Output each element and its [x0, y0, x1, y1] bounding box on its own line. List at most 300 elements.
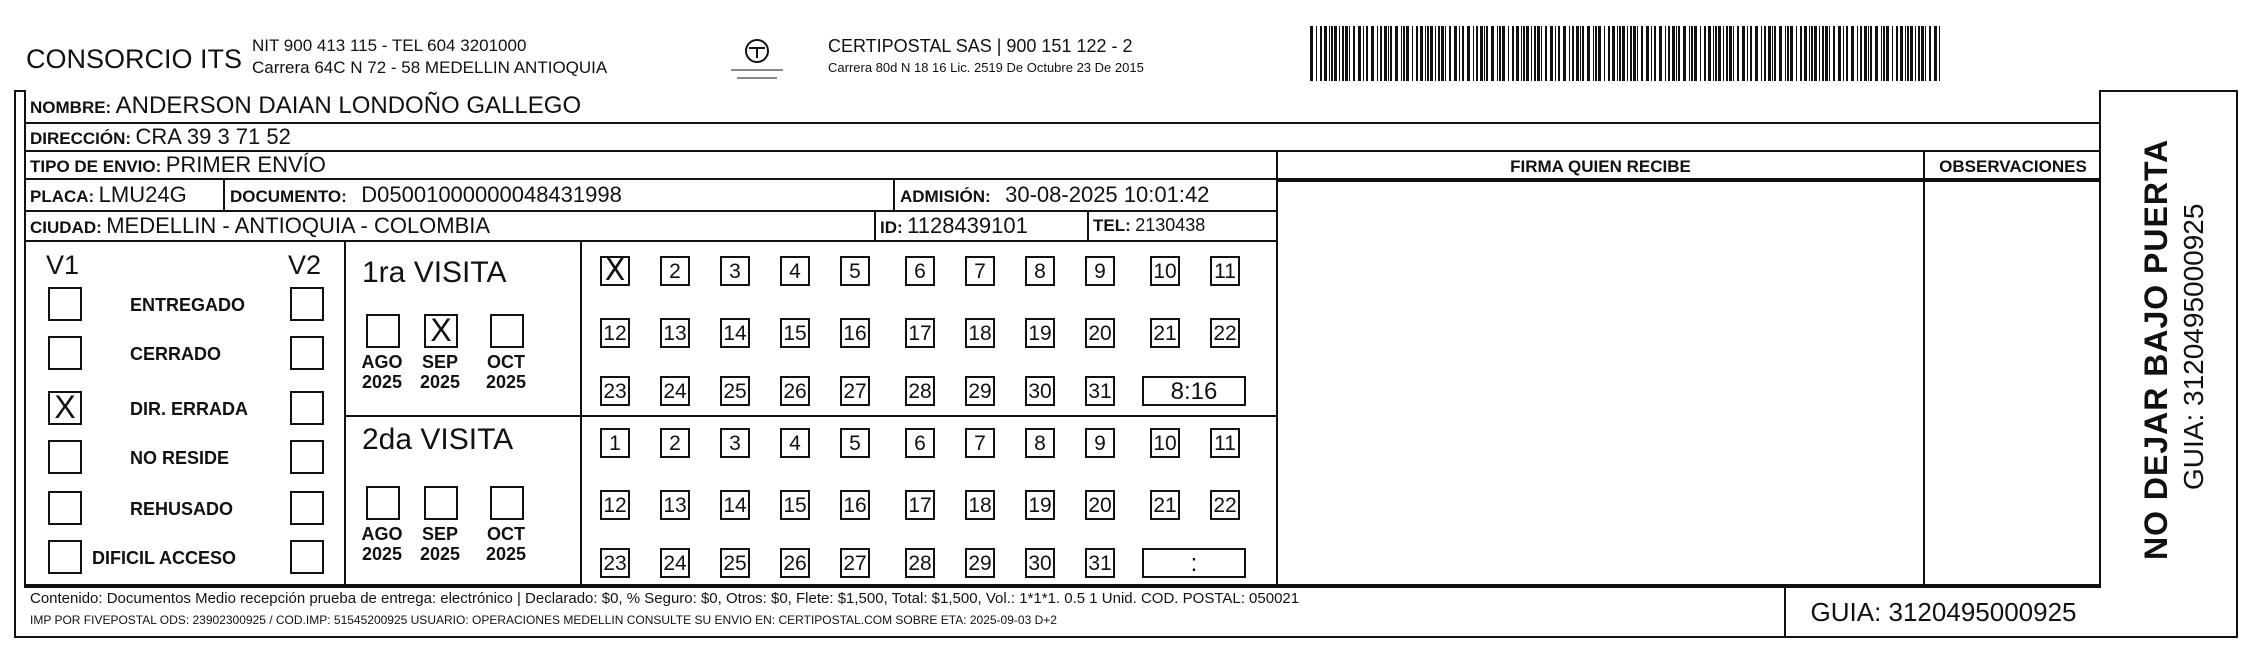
barcode-bar: [1366, 26, 1368, 81]
barcode-bar: [1342, 26, 1344, 81]
barcode-bar: [1349, 26, 1350, 81]
visit1-day-box[interactable]: 9: [1085, 256, 1115, 286]
barcode-bar: [1331, 26, 1333, 81]
barcode-bar: [1800, 26, 1802, 81]
visit2-day-box[interactable]: 27: [840, 548, 870, 578]
barcode-bar: [1846, 26, 1848, 81]
barcode-bar: [1630, 26, 1632, 81]
visit2-day-box[interactable]: 26: [780, 548, 810, 578]
barcode-bar: [1790, 26, 1793, 81]
visit1-day-box[interactable]: 31: [1085, 376, 1115, 406]
barcode-bar: [1929, 26, 1931, 81]
admision-label: ADMISIÓN:: [900, 187, 991, 206]
visit1-day-box[interactable]: 16: [840, 318, 870, 348]
side-guia: GUIA: 3120495000925: [2178, 203, 2209, 490]
visit1-day-box[interactable]: 25: [720, 376, 750, 406]
visit2-month-label: OCT: [487, 524, 525, 544]
carrier-name: CERTIPOSTAL SAS | 900 151 122 - 2: [828, 36, 1133, 56]
barcode-bar: [1683, 26, 1686, 81]
id-row: [880, 213, 1028, 239]
visit2-day-box[interactable]: 2: [660, 428, 690, 458]
barcode-bar: [1750, 26, 1752, 81]
barcode-bar: [1729, 26, 1732, 81]
barcode-bar: [1576, 26, 1579, 81]
direccion-value: CRA 39 3 71 52: [135, 124, 291, 149]
barcode-bar: [1870, 26, 1872, 81]
barcode-bar: [1637, 26, 1638, 81]
v1-checkbox[interactable]: [48, 540, 82, 574]
admision-row: [900, 182, 1209, 208]
visit2-day-box[interactable]: 12: [600, 490, 630, 520]
visit1-month-checkbox[interactable]: [366, 314, 400, 348]
visit2-month-label: SEP: [421, 524, 459, 544]
visit1-day-box[interactable]: 23: [600, 376, 630, 406]
visit2-day-box[interactable]: 20: [1085, 490, 1115, 520]
v1-checkbox[interactable]: [48, 391, 82, 425]
barcode-bar: [1921, 26, 1924, 81]
barcode-bar: [1384, 26, 1387, 81]
visit2-month-checkbox[interactable]: [490, 486, 524, 520]
barcode-bar: [1604, 26, 1605, 81]
status-label: DIFICIL ACCESO: [92, 548, 237, 568]
visit2-day-box[interactable]: 7: [965, 428, 995, 458]
ciudad-value: MEDELLIN - ANTIOQUIA - COLOMBIA: [106, 213, 491, 238]
barcode-bar: [1445, 26, 1446, 81]
barcode-bar: [1339, 26, 1340, 81]
barcode-bar: [1819, 26, 1820, 81]
barcode-bar: [1593, 26, 1594, 81]
barcode-bar: [1622, 26, 1625, 81]
v1-checkbox[interactable]: [48, 336, 82, 370]
barcode-bar: [1668, 26, 1670, 81]
barcode-bar: [1708, 26, 1711, 81]
barcode-bar: [1420, 26, 1423, 81]
barcode-bar: [1694, 26, 1697, 81]
barcode-bar: [1486, 26, 1488, 81]
barcode-bar: [1742, 26, 1745, 81]
visit1-day-box-marked[interactable]: X: [600, 256, 630, 286]
status-label: DIR. ERRADA: [130, 399, 249, 419]
visit1-day-box[interactable]: 13: [660, 318, 690, 348]
visit2-day-box[interactable]: 29: [965, 548, 995, 578]
visit1-day-box[interactable]: 5: [840, 256, 870, 286]
barcode-bar: [1659, 26, 1662, 81]
company-nit-tel: NIT 900 413 115 - TEL 604 3201000: [252, 36, 527, 55]
nombre-value: ANDERSON DAIAN LONDOÑO GALLEGO: [115, 92, 582, 119]
barcode-bar: [1838, 26, 1841, 81]
documento-row: [230, 182, 622, 208]
barcode-bar: [1345, 26, 1348, 81]
visit2-day-box[interactable]: 17: [905, 490, 935, 520]
barcode-bar: [1454, 26, 1457, 81]
barcode-bar: [1875, 26, 1878, 81]
barcode-bar: [1809, 26, 1810, 81]
barcode-bar: [1353, 26, 1355, 81]
barcode-bar: [1572, 26, 1574, 81]
firma-header: FIRMA QUIEN RECIBE: [1510, 157, 1691, 176]
barcode-bar: [1715, 26, 1717, 81]
visit2-time-box[interactable]: :: [1142, 548, 1246, 578]
barcode-bar: [1925, 26, 1926, 81]
id-label: ID:: [880, 218, 903, 237]
barcode-bar: [1427, 26, 1429, 81]
barcode-bar: [1787, 26, 1789, 81]
barcode-bar: [1825, 26, 1828, 81]
visit2-day-box[interactable]: 8: [1025, 428, 1055, 458]
placa-value: LMU24G: [98, 182, 187, 207]
visit2-day-box[interactable]: 4: [780, 428, 810, 458]
no-dejar-bajo-puerta: NO DEJAR BAJO PUERTA: [2138, 138, 2174, 560]
barcode-bar: [1526, 26, 1529, 81]
visit1-day-box[interactable]: 24: [660, 376, 690, 406]
visit1-day-box[interactable]: 11: [1210, 256, 1240, 286]
placa-row: [30, 182, 187, 208]
visit1-day-box[interactable]: 12: [600, 318, 630, 348]
barcode-bar: [1779, 26, 1782, 81]
barcode-bar: [1737, 26, 1739, 81]
barcode-bar: [1334, 26, 1337, 81]
documento-label: DOCUMENTO:: [230, 187, 347, 206]
barcode-bar: [1412, 26, 1413, 81]
visit2-title: 2da VISITA: [362, 423, 514, 456]
barcode-bar: [1320, 26, 1322, 81]
visit1-day-box[interactable]: 7: [965, 256, 995, 286]
admision-value: 30-08-2025 10:01:42: [1005, 182, 1210, 207]
barcode-bar: [1473, 26, 1474, 81]
barcode-bar: [1388, 26, 1389, 81]
footer-guia: GUIA: 3120495000925: [1810, 597, 2077, 627]
visit1-day-box[interactable]: 4: [780, 256, 810, 286]
visit1-year-label: 2025: [419, 372, 461, 392]
visit1-title: 1ra VISITA: [362, 256, 507, 289]
barcode-bar: [1907, 26, 1909, 81]
barcode-bar: [1796, 26, 1797, 81]
barcode-bar: [1829, 26, 1830, 81]
barcode-bar: [1438, 26, 1440, 81]
barcode-bar: [1459, 26, 1460, 81]
visit2-month-checkbox[interactable]: [424, 486, 458, 520]
barcode-bar: [1371, 26, 1374, 81]
status-label: NO RESIDE: [130, 448, 230, 468]
visit1-day-box[interactable]: 26: [780, 376, 810, 406]
visit2-day-box[interactable]: 22: [1210, 490, 1240, 520]
barcode-bar: [1665, 26, 1666, 81]
direccion-label: DIRECCIÓN:: [30, 129, 132, 148]
x-mark-icon: X: [54, 389, 76, 425]
barcode-bar: [1785, 26, 1786, 81]
tipo-envio-label: TIPO DE ENVIO:: [30, 157, 162, 176]
visit2-day-box[interactable]: 28: [905, 548, 935, 578]
visit2-day-box[interactable]: 9: [1085, 428, 1115, 458]
barcode-bar: [1676, 26, 1677, 81]
visit1-day-box[interactable]: 29: [965, 376, 995, 406]
barcode-bar: [1508, 26, 1509, 81]
barcode-bar: [1521, 26, 1522, 81]
barcode-bar: [1329, 26, 1330, 81]
visit1-day-box[interactable]: 3: [720, 256, 750, 286]
v2-checkbox[interactable]: [290, 336, 324, 370]
barcode-bar: [1713, 26, 1714, 81]
barcode-bar: [1774, 26, 1776, 81]
barcode: [1310, 26, 1945, 81]
certipostal-logo: [727, 36, 787, 82]
visit2-day-box[interactable]: 31: [1085, 548, 1115, 578]
barcode-bar: [1761, 26, 1762, 81]
visit1-month-label: AGO: [361, 352, 403, 372]
visit1-day-box[interactable]: 14: [720, 318, 750, 348]
barcode-bar: [1910, 26, 1913, 81]
visit1-day-box[interactable]: 10: [1150, 256, 1180, 286]
v1-checkbox[interactable]: [48, 440, 82, 474]
tipo-envio-value: PRIMER ENVÍO: [165, 152, 326, 177]
visit2-day-box[interactable]: 25: [720, 548, 750, 578]
barcode-bar: [1764, 26, 1766, 81]
visit2-year-label: 2025: [361, 544, 403, 564]
visit1-day-box[interactable]: 22: [1210, 318, 1240, 348]
barcode-bar: [1430, 26, 1433, 81]
barcode-bar: [1654, 26, 1656, 81]
barcode-bar: [1689, 26, 1690, 81]
visit2-day-box[interactable]: 30: [1025, 548, 1055, 578]
visit2-day-box[interactable]: 6: [905, 428, 935, 458]
barcode-bar: [1934, 26, 1937, 81]
visit1-month-label: SEP: [421, 352, 459, 372]
visit1-day-box[interactable]: 2: [660, 256, 690, 286]
barcode-bar: [1555, 26, 1556, 81]
barcode-bar: [1747, 26, 1748, 81]
ciudad-label: CIUDAD:: [30, 218, 102, 237]
visit2-day-box[interactable]: 10: [1150, 428, 1180, 458]
barcode-bar: [1425, 26, 1426, 81]
barcode-bar: [1363, 26, 1364, 81]
barcode-bar: [1804, 26, 1807, 81]
visit1-day-box[interactable]: 28: [905, 376, 935, 406]
visit1-month-checkbox[interactable]: [424, 314, 458, 348]
v2-checkbox[interactable]: [290, 287, 324, 321]
barcode-bar: [1733, 26, 1734, 81]
visit1-day-box[interactable]: 18: [965, 318, 995, 348]
barcode-bar: [1545, 26, 1547, 81]
barcode-bar: [1380, 26, 1382, 81]
barcode-bar: [1310, 26, 1313, 81]
barcode-bar: [1860, 26, 1862, 81]
barcode-bar: [1833, 26, 1835, 81]
barcode-bar: [1416, 26, 1418, 81]
carrier-license: Carrera 80d N 18 16 Lic. 2519 De Octubre 23 De 2015: [828, 60, 1144, 75]
barcode-bar: [1726, 26, 1728, 81]
nombre-row: [30, 92, 581, 120]
barcode-bar: [1822, 26, 1824, 81]
barcode-bar: [1595, 26, 1597, 81]
barcode-bar: [1534, 26, 1536, 81]
visit2-day-box[interactable]: 13: [660, 490, 690, 520]
documento-value: D05001000000048431998: [361, 182, 622, 207]
barcode-bar: [1881, 26, 1882, 81]
barcode-bar: [1700, 26, 1701, 81]
barcode-bar: [1892, 26, 1893, 81]
v2-checkbox[interactable]: [290, 391, 324, 425]
barcode-bar: [1441, 26, 1444, 81]
status-label: CERRADO: [130, 344, 222, 364]
ciudad-row: [30, 213, 490, 239]
barcode-bar: [1401, 26, 1402, 81]
barcode-bar: [1918, 26, 1920, 81]
tel-value: 2130438: [1135, 215, 1206, 235]
barcode-bar: [1868, 26, 1869, 81]
barcode-bar: [1480, 26, 1483, 81]
barcode-bar: [1395, 26, 1398, 81]
visit1-year-label: 2025: [485, 372, 527, 392]
barcode-bar: [1550, 26, 1553, 81]
barcode-bar: [1772, 26, 1773, 81]
v2-checkbox[interactable]: [290, 491, 324, 525]
barcode-bar: [1406, 26, 1409, 81]
barcode-bar: [1476, 26, 1478, 81]
visit2-day-box[interactable]: 14: [720, 490, 750, 520]
visit2-day-box[interactable]: 16: [840, 490, 870, 520]
barcode-bar: [1814, 26, 1817, 81]
barcode-bar: [1435, 26, 1436, 81]
barcode-bar: [1324, 26, 1327, 81]
barcode-bar: [1857, 26, 1858, 81]
barcode-bar: [1587, 26, 1590, 81]
tel-row: [1093, 215, 1205, 236]
visit1-day-box[interactable]: 20: [1085, 318, 1115, 348]
v2-checkbox[interactable]: [290, 440, 324, 474]
barcode-bar: [1851, 26, 1854, 81]
tipo-envio-row: [30, 152, 326, 178]
barcode-bar: [1377, 26, 1378, 81]
barcode-bar: [1598, 26, 1601, 81]
barcode-bar: [1608, 26, 1610, 81]
barcode-bar: [1358, 26, 1361, 81]
barcode-bar: [1499, 26, 1501, 81]
status-label: ENTREGADO: [130, 295, 246, 315]
barcode-bar: [1886, 26, 1889, 81]
barcode-bar: [1627, 26, 1628, 81]
barcode-bar: [1704, 26, 1706, 81]
v1-checkbox[interactable]: [48, 491, 82, 525]
barcode-bar: [1915, 26, 1916, 81]
barcode-bar: [1516, 26, 1519, 81]
v2-checkbox[interactable]: [290, 540, 324, 574]
status-label: REHUSADO: [130, 499, 234, 519]
barcode-bar: [1678, 26, 1680, 81]
tel-label: TEL:: [1093, 216, 1131, 235]
visit1-year-label: 2025: [361, 372, 403, 392]
footer-contenido: Contenido: Documentos Medio recepción prueba de entrega: electrónico | Declarado: $0, % Seguro: $0, Otros: $0, Flete: $1,500, Total: $1,500, Vol.: 1*1*1. 0.5 1 Unid. COD. POSTAL: 050021: [30, 590, 1300, 607]
visit2-day-box[interactable]: 24: [660, 548, 690, 578]
barcode-bar: [1558, 26, 1560, 81]
visit1-month-checkbox[interactable]: [490, 314, 524, 348]
barcode-bar: [1449, 26, 1451, 81]
id-value: 1128439101: [907, 213, 1028, 238]
nombre-label: NOMBRE:: [30, 98, 112, 117]
visit2-day-box[interactable]: 23: [600, 548, 630, 578]
visit2-day-box[interactable]: 21: [1150, 490, 1180, 520]
barcode-bar: [1755, 26, 1758, 81]
barcode-bar: [1883, 26, 1885, 81]
visit2-year-label: 2025: [419, 544, 461, 564]
barcode-bar: [1316, 26, 1317, 81]
barcode-bar: [1491, 26, 1494, 81]
company-address: Carrera 64C N 72 - 58 MEDELLIN ANTIOQUIA: [252, 58, 608, 77]
v2-header: V2: [288, 250, 322, 280]
visit2-day-box[interactable]: 11: [1210, 428, 1240, 458]
visit2-year-label: 2025: [485, 544, 527, 564]
barcode-bar: [1563, 26, 1566, 81]
visit1-day-box[interactable]: 6: [905, 256, 935, 286]
barcode-bar: [1403, 26, 1405, 81]
barcode-bar: [1646, 26, 1649, 81]
barcode-bar: [1390, 26, 1392, 81]
visit1-time-box[interactable]: 8:16: [1142, 376, 1246, 406]
visit2-day-box[interactable]: 18: [965, 490, 995, 520]
barcode-bar: [1633, 26, 1636, 81]
barcode-bar: [1691, 26, 1693, 81]
barcode-bar: [1617, 26, 1618, 81]
visit1-day-box[interactable]: 21: [1150, 318, 1180, 348]
barcode-bar: [1641, 26, 1643, 81]
visit1-day-box[interactable]: 30: [1025, 376, 1055, 406]
visit2-day-box[interactable]: 3: [720, 428, 750, 458]
x-mark-icon: X: [430, 312, 452, 348]
visit1-day-box[interactable]: 15: [780, 318, 810, 348]
barcode-bar: [1612, 26, 1615, 81]
visit2-month-label: AGO: [361, 524, 403, 544]
barcode-bar: [1723, 26, 1724, 81]
barcode-bar: [1582, 26, 1584, 81]
barcode-bar: [1502, 26, 1505, 81]
visit1-day-box[interactable]: 17: [905, 318, 935, 348]
barcode-bar: [1672, 26, 1675, 81]
visit2-day-box[interactable]: 15: [780, 490, 810, 520]
barcode-bar: [1512, 26, 1514, 81]
footer-imp: IMP POR FIVEPOSTAL ODS: 23902300925 / COD.IMP: 51545200925 USUARIO: OPERACIONES MEDELLIN CONSULTE SU ENVIO EN: CERTIPOSTAL.COM SOBRE ETA: 2025-09-03 D+2: [30, 613, 1057, 627]
direccion-row: [30, 124, 291, 150]
v1-checkbox[interactable]: [48, 287, 82, 321]
barcode-bar: [1651, 26, 1652, 81]
barcode-bar: [1497, 26, 1498, 81]
barcode-bar: [1939, 26, 1940, 81]
barcode-bar: [1541, 26, 1542, 81]
barcode-bar: [1580, 26, 1581, 81]
observaciones-header: OBSERVACIONES: [1939, 157, 2087, 176]
barcode-bar: [1896, 26, 1898, 81]
barcode-bar: [1811, 26, 1813, 81]
barcode-bar: [1569, 26, 1570, 81]
barcode-bar: [1619, 26, 1621, 81]
visit2-month-checkbox[interactable]: [366, 486, 400, 520]
visit1-month-label: OCT: [487, 352, 525, 372]
placa-label: PLACA:: [30, 187, 95, 206]
visit2-day-box[interactable]: 5: [840, 428, 870, 458]
visit2-day-box[interactable]: 1: [600, 428, 630, 458]
visit1-day-box[interactable]: 19: [1025, 318, 1055, 348]
visit2-day-box[interactable]: 19: [1025, 490, 1055, 520]
barcode-bar: [1768, 26, 1771, 81]
barcode-bar: [1864, 26, 1867, 81]
v1-header: V1: [46, 250, 80, 280]
barcode-bar: [1718, 26, 1721, 81]
visit1-day-box[interactable]: 8: [1025, 256, 1055, 286]
barcode-bar: [1484, 26, 1485, 81]
company-name: CONSORCIO ITS: [26, 44, 243, 74]
visit1-day-box[interactable]: 27: [840, 376, 870, 406]
barcode-bar: [1523, 26, 1525, 81]
barcode-bar: [1537, 26, 1540, 81]
barcode-bar: [1531, 26, 1532, 81]
